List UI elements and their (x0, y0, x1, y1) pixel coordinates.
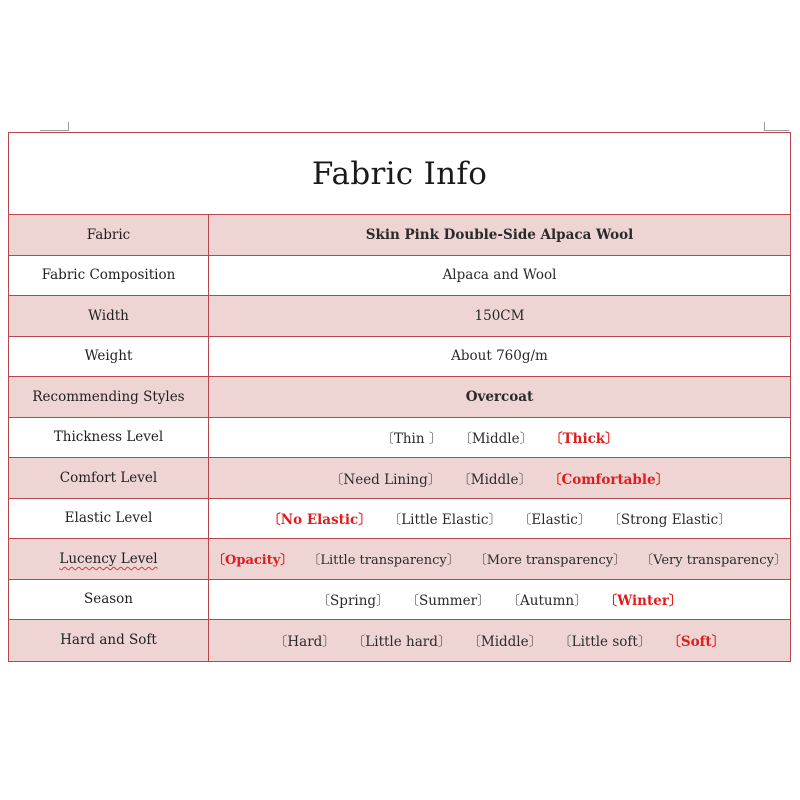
row-options (209, 620, 790, 661)
row-label-text: Lucency Level (59, 550, 158, 567)
row-options (209, 458, 790, 498)
option-more-transparency: 〔More transparency〕 (473, 553, 627, 569)
row-value (209, 296, 790, 336)
option-summer: 〔Summer〕 (405, 593, 491, 610)
corner-mark-top-right (764, 122, 789, 131)
option-little-elastic: 〔Little Elastic〕 (387, 512, 502, 529)
row-label: Comfort Level (9, 458, 209, 498)
table-row (9, 215, 790, 256)
option-hard: 〔Hard〕 (273, 634, 336, 651)
option-little-hard: 〔Little hard〕 (351, 634, 452, 651)
page-title: Fabric Info (311, 155, 488, 192)
option-comfortable: 〔Comfortable〕 (547, 471, 670, 488)
row-value-text: Alpaca and Wool (442, 267, 557, 284)
row-value-text: About 760g/m (451, 348, 548, 365)
row-label: Recommending Styles (9, 377, 209, 417)
table-row-thickness (9, 418, 790, 459)
row-options (209, 580, 790, 620)
row-options (209, 539, 790, 579)
table-row-hardness (9, 620, 790, 661)
option-soft: 〔Soft〕 (667, 634, 726, 651)
option-middle: 〔Middle〕 (457, 471, 532, 488)
row-value-text: Skin Pink Double-Side Alpaca Wool (365, 226, 634, 243)
option-elastic: 〔Elastic〕 (517, 512, 592, 529)
option-little-transparency: 〔Little transparency〕 (307, 553, 460, 569)
row-label: Fabric (9, 215, 209, 255)
option-thin: 〔Thin 〕 (380, 431, 443, 448)
row-value (209, 377, 790, 417)
row-label: Fabric Composition (9, 256, 209, 296)
option-opacity: 〔Opacity〕 (212, 553, 294, 569)
fabric-info-table (8, 132, 791, 662)
row-label: Weight (9, 337, 209, 377)
row-value (209, 215, 790, 255)
row-label: Elastic Level (9, 499, 209, 539)
row-label: Season (9, 580, 209, 620)
table-row (9, 296, 790, 337)
option-strong-elastic: 〔Strong Elastic〕 (607, 512, 732, 529)
table-row (9, 337, 790, 378)
table-row (9, 377, 790, 418)
table-row (9, 256, 790, 297)
table-row-comfort (9, 458, 790, 499)
table-row-lucency (9, 539, 790, 580)
table-row-season (9, 580, 790, 621)
row-label: Width (9, 296, 209, 336)
option-autumn: 〔Autumn〕 (506, 593, 588, 610)
option-spring: 〔Spring〕 (316, 593, 390, 610)
option-little-soft: 〔Little soft〕 (558, 634, 652, 651)
option-winter: 〔Winter〕 (603, 593, 683, 610)
option-no-elastic: 〔No Elastic〕 (267, 512, 372, 529)
row-label (9, 539, 209, 579)
option-middle: 〔Middle〕 (467, 634, 543, 651)
corner-mark-top-left (40, 122, 69, 131)
row-options (209, 418, 790, 458)
option-very-transparency: 〔Very transparency〕 (640, 553, 787, 569)
title-row (9, 133, 790, 215)
row-label: Thickness Level (9, 418, 209, 458)
row-options (209, 499, 790, 539)
row-label: Hard and Soft (9, 620, 209, 661)
option-thick: 〔Thick〕 (549, 431, 619, 448)
option-middle: 〔Middle〕 (458, 431, 534, 448)
row-value (209, 256, 790, 296)
table-row-elastic (9, 499, 790, 540)
row-value-text: Overcoat (465, 388, 534, 405)
row-value (209, 337, 790, 377)
option-need-lining: 〔Need Lining〕 (329, 471, 442, 488)
row-value-text: 150CM (474, 307, 525, 324)
